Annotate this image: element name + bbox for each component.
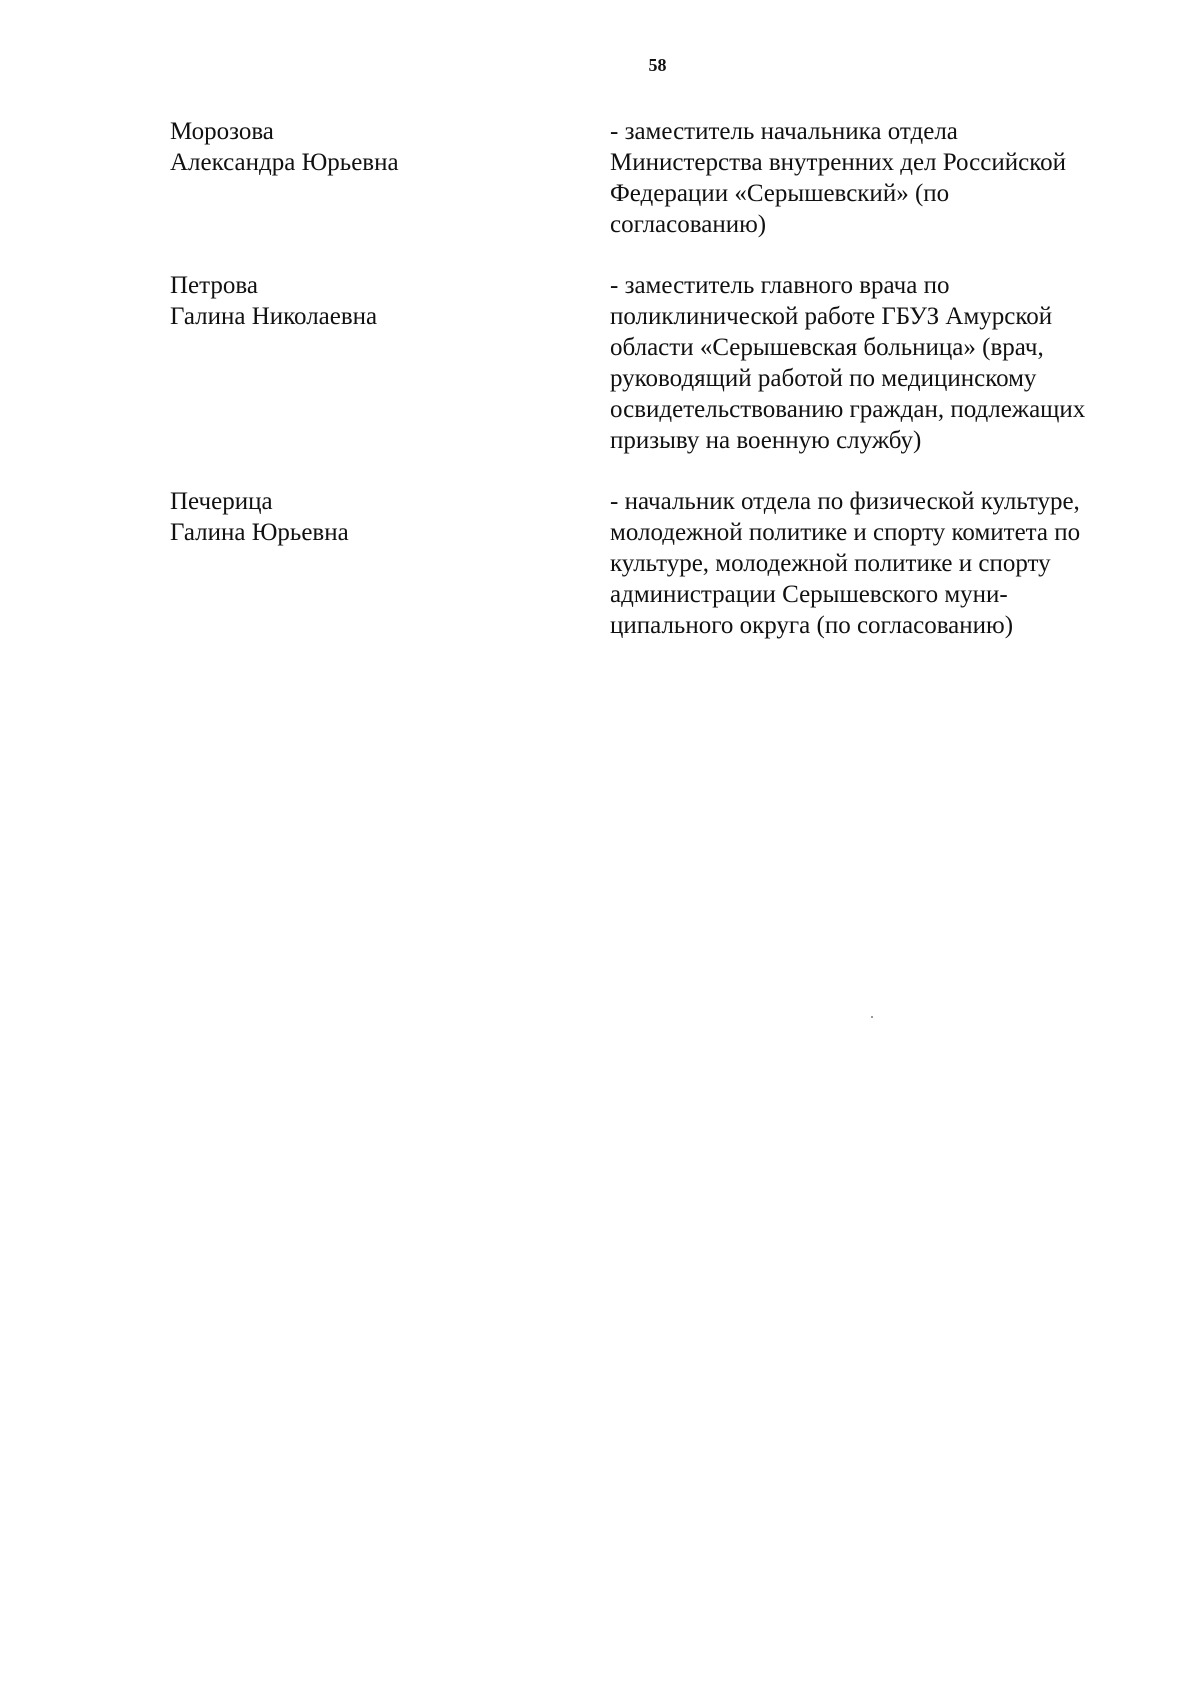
member-name <box>170 486 610 641</box>
position-line: молодежной политике и спорту комитета по <box>610 519 1081 546</box>
member-entry <box>170 116 1140 240</box>
position-line: культуре, молодежной политике и спорту <box>610 550 1051 577</box>
position-line: области «Серышевская больница» (врач, <box>610 334 1044 361</box>
member-list <box>170 116 1140 671</box>
member-name <box>170 270 610 456</box>
member-given-names: Галина Николаевна <box>170 303 378 330</box>
member-position <box>610 486 1140 641</box>
member-surname: Петрова <box>170 272 258 299</box>
position-line: - заместитель главного врача по <box>610 272 950 299</box>
position-line: поликлинической работе ГБУЗ Амурской <box>610 303 1053 330</box>
position-line: руководящий работой по медицинскому <box>610 365 1037 392</box>
position-line: согласованию) <box>610 211 767 238</box>
page-number: 58 <box>648 55 667 75</box>
position-line: ципального округа (по согласованию) <box>610 612 1014 639</box>
member-name <box>170 116 610 240</box>
position-line: освидетельствованию граждан, подлежащих <box>610 396 1086 423</box>
member-entry <box>170 486 1140 641</box>
member-surname: Морозова <box>170 118 274 145</box>
member-position <box>610 270 1140 456</box>
position-line: - начальник отдела по физической культуре, <box>610 488 1080 515</box>
member-entry <box>170 270 1140 456</box>
position-line: администрации Серышевского муни- <box>610 581 1008 608</box>
position-line: Федерации «Серышевский» (по <box>610 180 950 207</box>
member-given-names: Галина Юрьевна <box>170 519 349 546</box>
member-surname: Печерица <box>170 488 273 515</box>
member-given-names: Александра Юрьевна <box>170 149 399 176</box>
position-line: - заместитель начальника отдела <box>610 118 958 145</box>
scan-speck <box>871 1016 873 1018</box>
position-line: Министерства внутренних дел Российской <box>610 149 1066 176</box>
member-position <box>610 116 1140 240</box>
position-line: призыву на военную службу) <box>610 427 922 454</box>
